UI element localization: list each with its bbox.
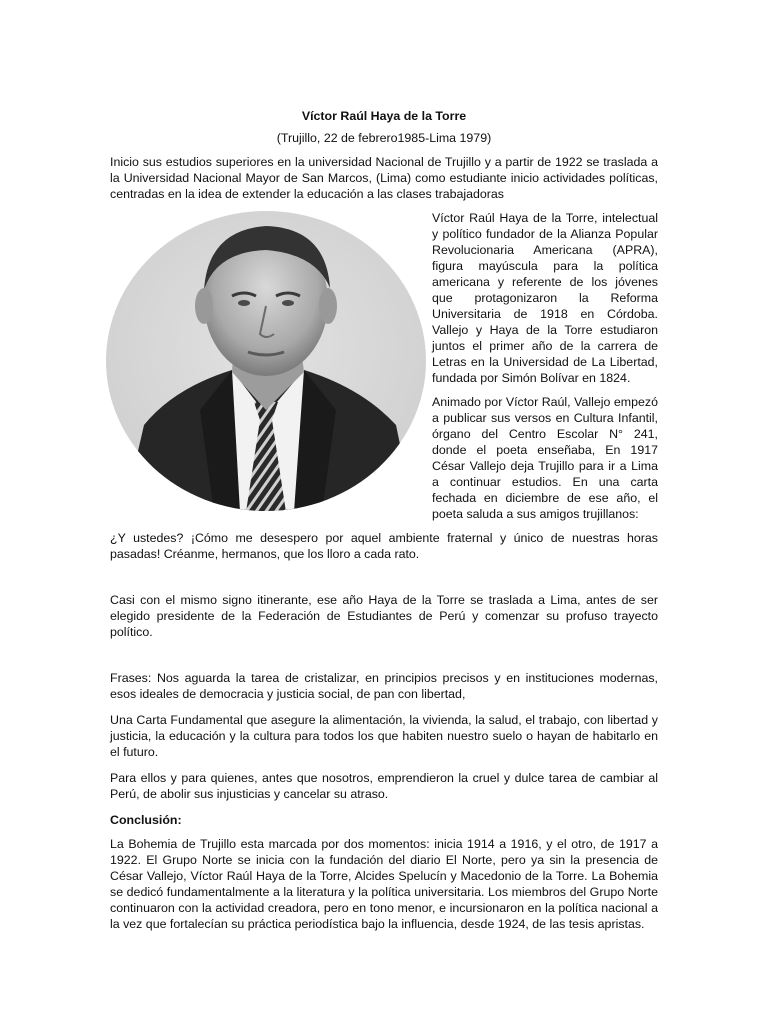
document-body xyxy=(110,108,658,932)
quote-paragraph: ¿Y ustedes? ¡Cómo me desespero por aquel ambiente fraternal y único de nuestras horas pasadas! Créanme, hermanos, que los lloro a cada rato. xyxy=(110,531,658,561)
intro-paragraph: Inicio sus estudios superiores en la universidad Nacional de Trujillo y a partir de 1922 se traslada a la Universidad Nacional Mayor de San Marcos, (Lima) como estudiante inicio actividades políticas, centradas en la idea de extender la educación a las clases trabajadoras xyxy=(110,155,658,201)
document-title: Víctor Raúl Haya de la Torre xyxy=(301,109,467,123)
document-subtitle: (Trujillo, 22 de febrero1985-Lima 1979) xyxy=(276,131,492,145)
portrait-photo xyxy=(104,210,428,518)
bio-paragraph: Víctor Raúl Haya de la Torre, intelectual y político fundador de la Alianza Popular Revolucionaria Americana (APRA), figura mayúscula para la política americana y referente de los jóvenes que protagonizaron la Reforma Universitaria de 1918 en Córdoba. Vallejo y Haya de la Torre estudiaron juntos el primer año de la carrera de Letras en la Universidad de La Libertad, fundada por Simón Bolívar en 1824. xyxy=(432,211,658,385)
lima-paragraph: Casi con el mismo signo itinerante, ese año Haya de la Torre se traslada a Lima, antes de ser elegido presidente de la Federación de Estudiantes de Perú y comenzar su profuso trayecto político. xyxy=(110,593,658,639)
frases-paragraph: Frases: Nos aguarda la tarea de cristalizar, en principios precisos y en instituciones modernas, esos ideales de democracia y justicia social, de pan con libertad, xyxy=(110,671,658,701)
ellos-paragraph: Para ellos y para quienes, antes que nosotros, emprendieron la cruel y dulce tarea de cambiar al Perú, de abolir sus injusticias y cancelar su atraso. xyxy=(110,771,658,801)
vallejo-paragraph: Animado por Víctor Raúl, Vallejo empezó a publicar sus versos en Cultura Infantil, órgano del Centro Escolar N° 241, donde el poeta enseñaba, En 1917 César Vallejo deja Trujillo para ir a Lima a continuar estudios. En una carta fechada en diciembre de ese año, el poeta saluda a sus amigos trujillanos: xyxy=(432,395,658,521)
carta-paragraph: Una Carta Fundamental que asegure la alimentación, la vivienda, la salud, el trabajo, con libertad y justicia, la educación y la cultura para todos los que habiten nuestro suelo o hayan de habitarlo en el futuro. xyxy=(110,713,658,759)
conclusion-paragraph: La Bohemia de Trujillo esta marcada por dos momentos: inicia 1914 a 1916, y el otro, de 1917 a 1922. El Grupo Norte se inicia con la fundación del diario El Norte, pero ya sin la presencia de César Vallejo, Víctor Raúl Haya de la Torre, Alcides Spelucín y Macedonio de la Torre. La Bohemia se dedicó fundamentalmente a la literatura y la política universitaria. Los miembros del Grupo Norte continuaron con la actividad creadora, pero en tono menor, e incursionaron en la política nacional a la vez que fortalecían su práctica periodística bajo la influencia, desde 1924, de las tesis apristas. xyxy=(110,837,658,931)
portrait-photo-icon xyxy=(104,210,428,512)
conclusion-heading: Conclusión: xyxy=(110,813,182,827)
